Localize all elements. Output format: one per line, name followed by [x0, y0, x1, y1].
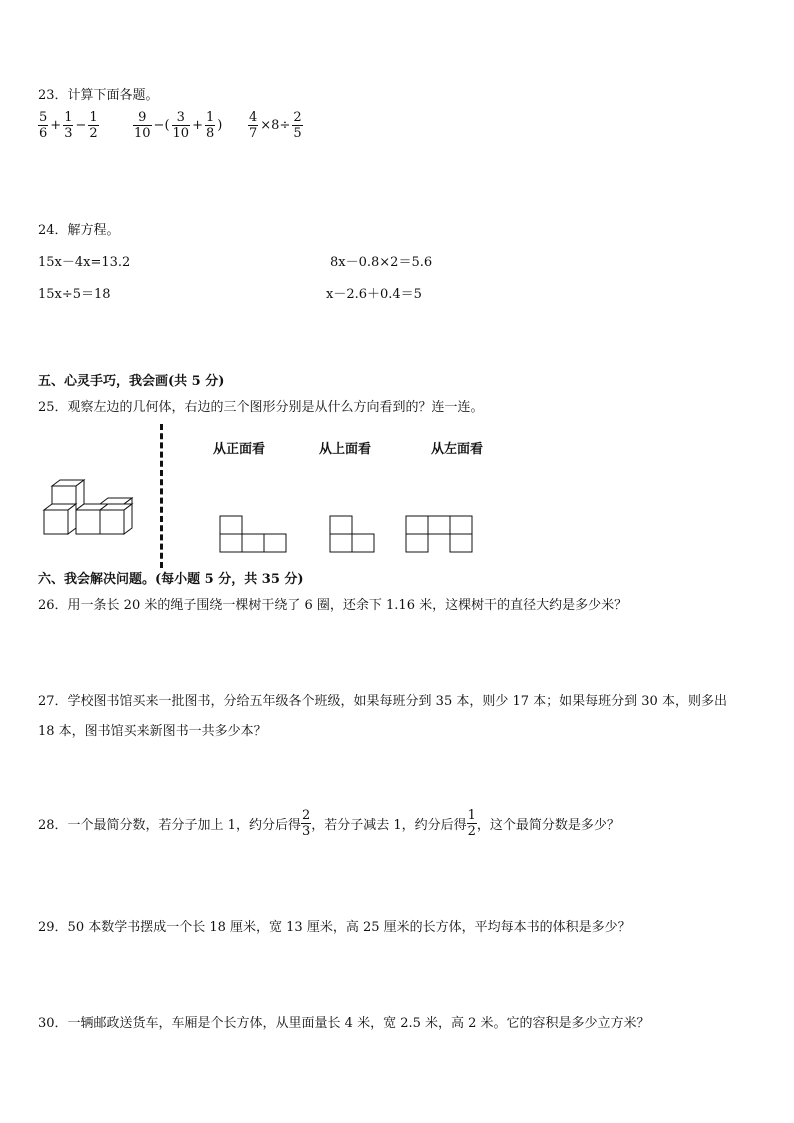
fraction: $\frac{4}{7}$ — [249, 110, 258, 141]
geometric-solid-figure — [40, 478, 140, 540]
view-grid-3 — [405, 515, 475, 555]
section-6-heading: 六、我会解决问题。(每小题 5 分，共 35 分) — [38, 572, 304, 587]
dashed-divider — [160, 424, 163, 568]
q23-title: 23．计算下面各题。 — [38, 88, 159, 103]
fraction: $\frac{9}{10}$ — [134, 110, 151, 141]
q24-title: 24．解方程。 — [38, 223, 120, 238]
label-top-view: 从上面看 — [319, 442, 372, 457]
fraction: $\frac{1}{3}$ — [64, 110, 73, 141]
q27-line-2: 18 本，图书馆买来新图书一共多少本？ — [38, 724, 267, 739]
fraction: $\frac{2}{3}$ — [301, 808, 311, 839]
fraction: $\frac{5}{6}$ — [39, 110, 48, 141]
equation-2: 8x－0.8×2＝5.6 — [330, 255, 433, 270]
fraction: $\frac{1}{2}$ — [467, 808, 476, 839]
q28-text: 28．一个最简分数，若分子加上 1，约分后得 $\frac{2}{3}$ ，若分子减去 1，约分后得 $\frac{1}{2}$ ，这个最简分数是多少？ — [38, 808, 620, 839]
q23-expression-3: $\frac{4}{7}$ ×8÷ $\frac{2}{5}$ — [249, 110, 302, 141]
q25-title: 25．观察左边的几何体，右边的三个图形分别是从什么方向看到的？连一连。 — [38, 400, 484, 415]
view-grid-1 — [219, 515, 289, 555]
q30-text: 30．一辆邮政送货车，车厢是个长方体，从里面量长 4 米，宽 2.5 米，高 2 米。它的容积是多少立方米？ — [38, 1016, 650, 1031]
q23-expression-2: $\frac{9}{10}$ −( $\frac{3}{10}$ + $\frac{1}{8}$ ) — [134, 110, 223, 141]
view-grid-2 — [329, 515, 377, 555]
q29-text: 29．50 本数学书摆成一个长 18 厘米，宽 13 厘米，高 25 厘米的长方体，平均每本书的体积是多少？ — [38, 920, 631, 935]
q23-expression-1: $\frac{5}{6}$ + $\frac{1}{3}$ − $\frac{1}{2}$ — [39, 110, 98, 141]
fraction: $\frac{1}{8}$ — [205, 110, 215, 141]
equation-4: x－2.6＋0.4＝5 — [326, 287, 422, 302]
fraction: $\frac{3}{10}$ — [172, 110, 190, 141]
label-left-view: 从左面看 — [431, 442, 484, 457]
q27-line-1: 27．学校图书馆买来一批图书，分给五年级各个班级，如果每班分到 35 本，则少 17 本；如果每班分到 30 本，则多出 — [38, 694, 727, 709]
q26-text: 26．用一条长 20 米的绳子围绕一棵树干绕了 6 圈，还余下 1.16 米，这棵树干的直径大约是多少米？ — [38, 598, 628, 613]
fraction: $\frac{2}{5}$ — [293, 110, 302, 141]
label-front-view: 从正面看 — [213, 442, 266, 457]
fraction: $\frac{1}{2}$ — [89, 110, 98, 141]
section-5-heading: 五、心灵手巧，我会画(共 5 分) — [38, 374, 225, 389]
equation-1: 15x－4x=13.2 — [38, 255, 131, 270]
equation-3: 15x÷5＝18 — [38, 287, 111, 302]
